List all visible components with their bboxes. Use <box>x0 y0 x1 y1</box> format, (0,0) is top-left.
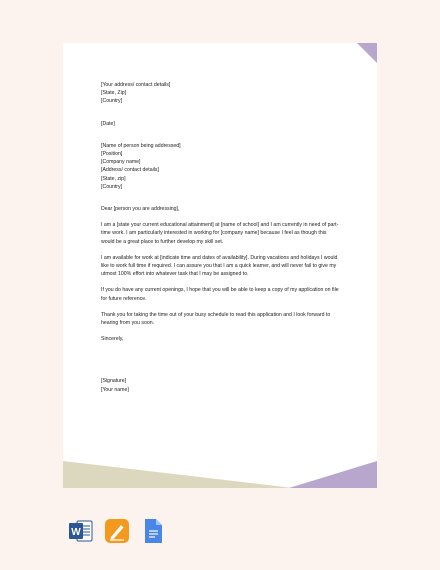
svg-text:W: W <box>71 527 81 538</box>
body-paragraph: If you do have any current openings, I hope that you will be able to keep a copy of my application on file for future reference. <box>101 287 339 302</box>
letter-body <box>101 81 341 394</box>
letter-page <box>63 43 377 488</box>
recipient-block <box>101 142 341 191</box>
body-paragraph: I am available for work at [indicate time and dates of availability]. During vacations and holidays I would like to work full time if required. I can assure you that I am a quick learner, and will never fail to give my utmost 100% effort into whatever task that I may be assigned to. <box>101 254 338 278</box>
recipient-line: [Country] <box>101 183 123 190</box>
google-docs-icon[interactable] <box>140 518 166 544</box>
recipient-line: [Company name] <box>101 159 141 166</box>
date-line: [Date] <box>101 120 115 127</box>
bottom-decoration <box>63 461 377 488</box>
recipient-line: [Address/ contact details] <box>101 167 159 174</box>
signature-line: [Signature] <box>101 378 127 385</box>
body-paragraph: Thank you for taking the time out of your busy schedule to read this application and I look forward to hearing from you soon. <box>101 311 331 327</box>
recipient-line: [State, zip] <box>101 175 126 182</box>
app-icon-row <box>68 518 166 544</box>
signature-block <box>101 377 341 393</box>
sender-line: [Your address/ contact details] <box>101 82 171 88</box>
recipient-line: [Name of person being addressed] <box>101 142 181 149</box>
signature-line: [Your name] <box>101 386 129 393</box>
sender-line: [State, Zip] <box>101 90 127 97</box>
sender-line: [Country] <box>101 98 123 105</box>
closing: Sincerely, <box>101 336 124 343</box>
body-paragraph: I am a [state your current educational attainment] at [name of school] and I am currently in need of part-time work. I am particularly interested in working for [company name] because I feel as though this would be a great place to further develop my skill set. <box>101 222 339 245</box>
sender-block <box>101 81 341 106</box>
pages-icon[interactable] <box>104 518 130 544</box>
recipient-line: [Position] <box>101 151 123 158</box>
corner-decoration <box>357 43 377 63</box>
word-icon[interactable] <box>68 518 94 544</box>
salutation: Dear [person you are addressing], <box>101 206 180 213</box>
